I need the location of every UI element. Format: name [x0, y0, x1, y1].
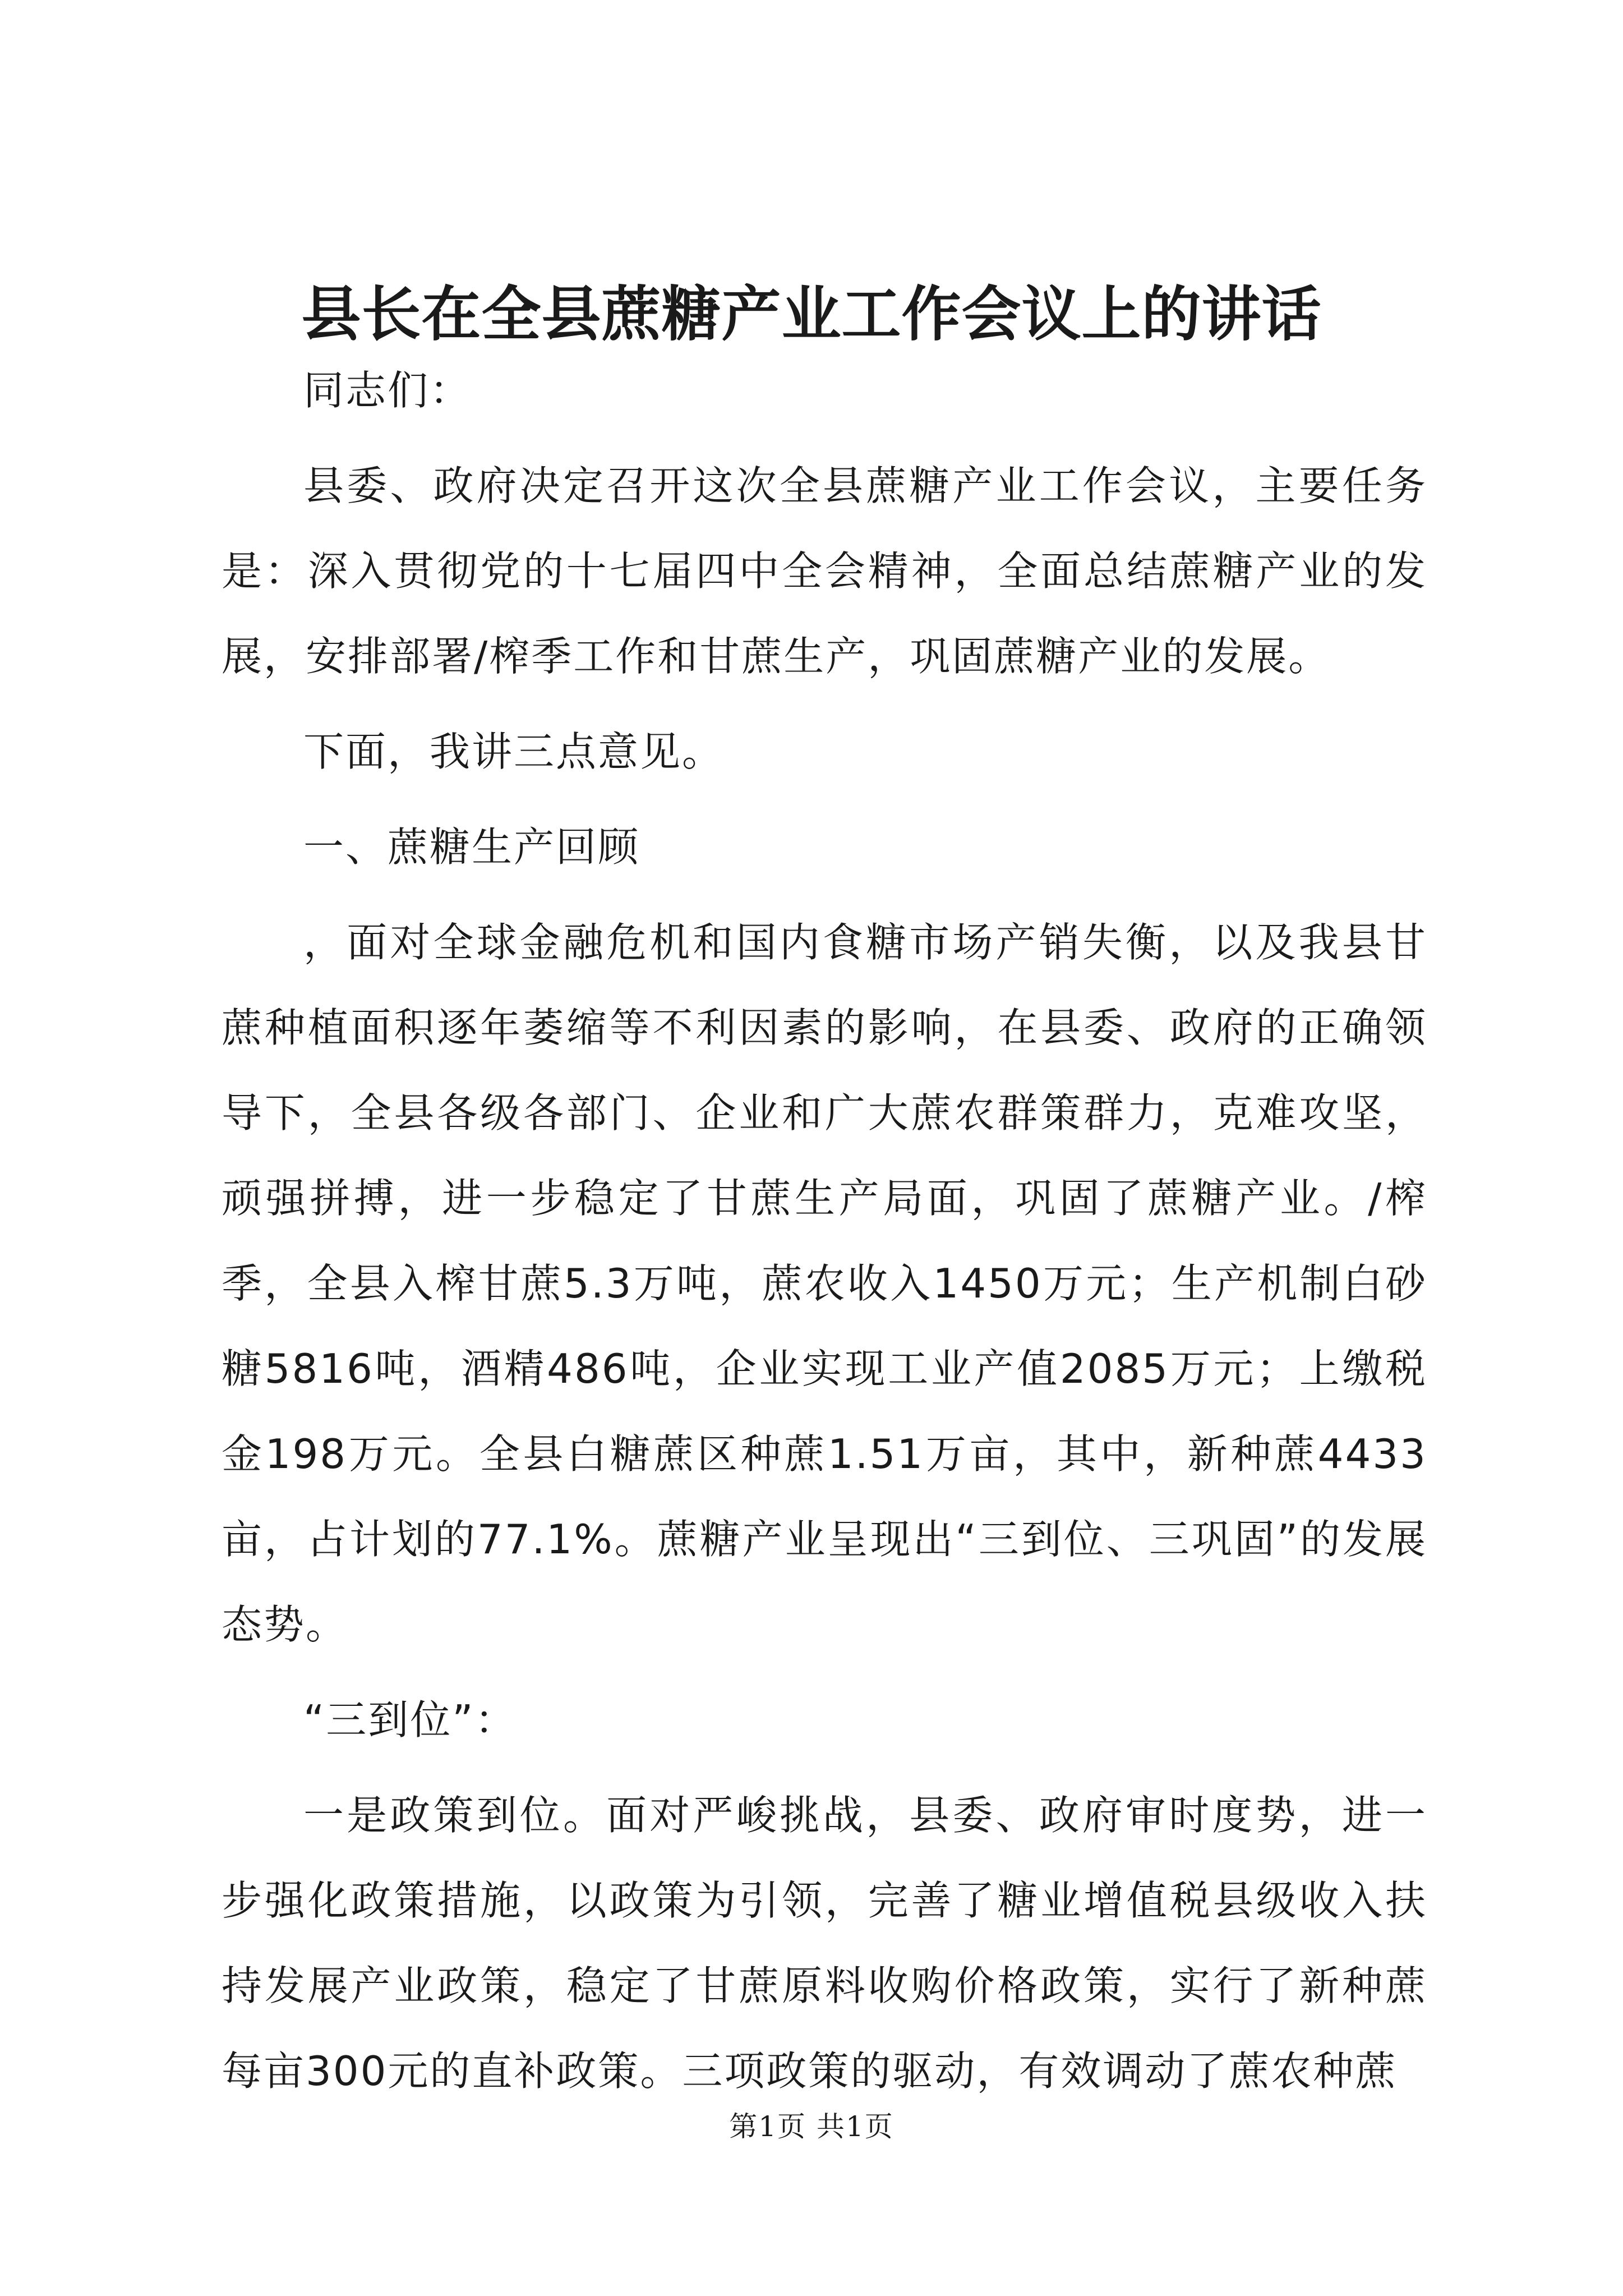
document-title: 县长在全县蔗糖产业工作会议上的讲话 — [301, 279, 1322, 349]
body-paragraph: 下面，我讲三点意见。 — [303, 728, 725, 775]
body-paragraph: 一是政策到位。面对严峻挑战，县委、政府审时度势，进一步强化政策措施，以政策为引领，完善了糖业增值税县级收入扶持发展产业政策，稳定了甘蔗原料收购价格政策，实行了新种蔗每亩300元的直补政策。三项政策的驱动，有效调动了蔗农种蔗 — [222, 1792, 1427, 2095]
document-body — [222, 348, 1427, 2124]
salutation-paragraph: 同志们： — [303, 367, 472, 414]
body-paragraph: 县委、政府决定召开这次全县蔗糖产业工作会议，主要任务是：深入贯彻党的十七届四中全会精神，全面总结蔗糖产业的发展，安排部署/榨季工作和甘蔗生产，巩固蔗糖产业的发展。 — [222, 462, 1427, 680]
subsection-heading: “三到位”： — [303, 1696, 517, 1743]
body-paragraph: ，面对全球金融危机和国内食糖市场产销失衡，以及我县甘蔗种植面积逐年萎缩等不利因素的影响，在县委、政府的正确领导下，全县各级各部门、企业和广大蔗农群策群力，克难攻坚，顽强拼搏，进一步稳定了甘蔗生产局面，巩固了蔗糖产业。/榨季，全县入榨甘蔗5.3万吨，蔗农收入1450万元；生产机制白砂糖5816吨，酒精486吨，企业实现工业产值2085万元；上缴税金198万元。全县白糖蔗区种蔗1.51万亩，其中，新种蔗4433亩，占计划的77.1%。蔗糖产业呈现出“三到位、三巩固”的发展态势。 — [222, 919, 1427, 1648]
page-footer: 第1页 共1页 — [729, 2110, 894, 2143]
section-heading: 一、蔗糖生产回顾 — [303, 823, 640, 871]
